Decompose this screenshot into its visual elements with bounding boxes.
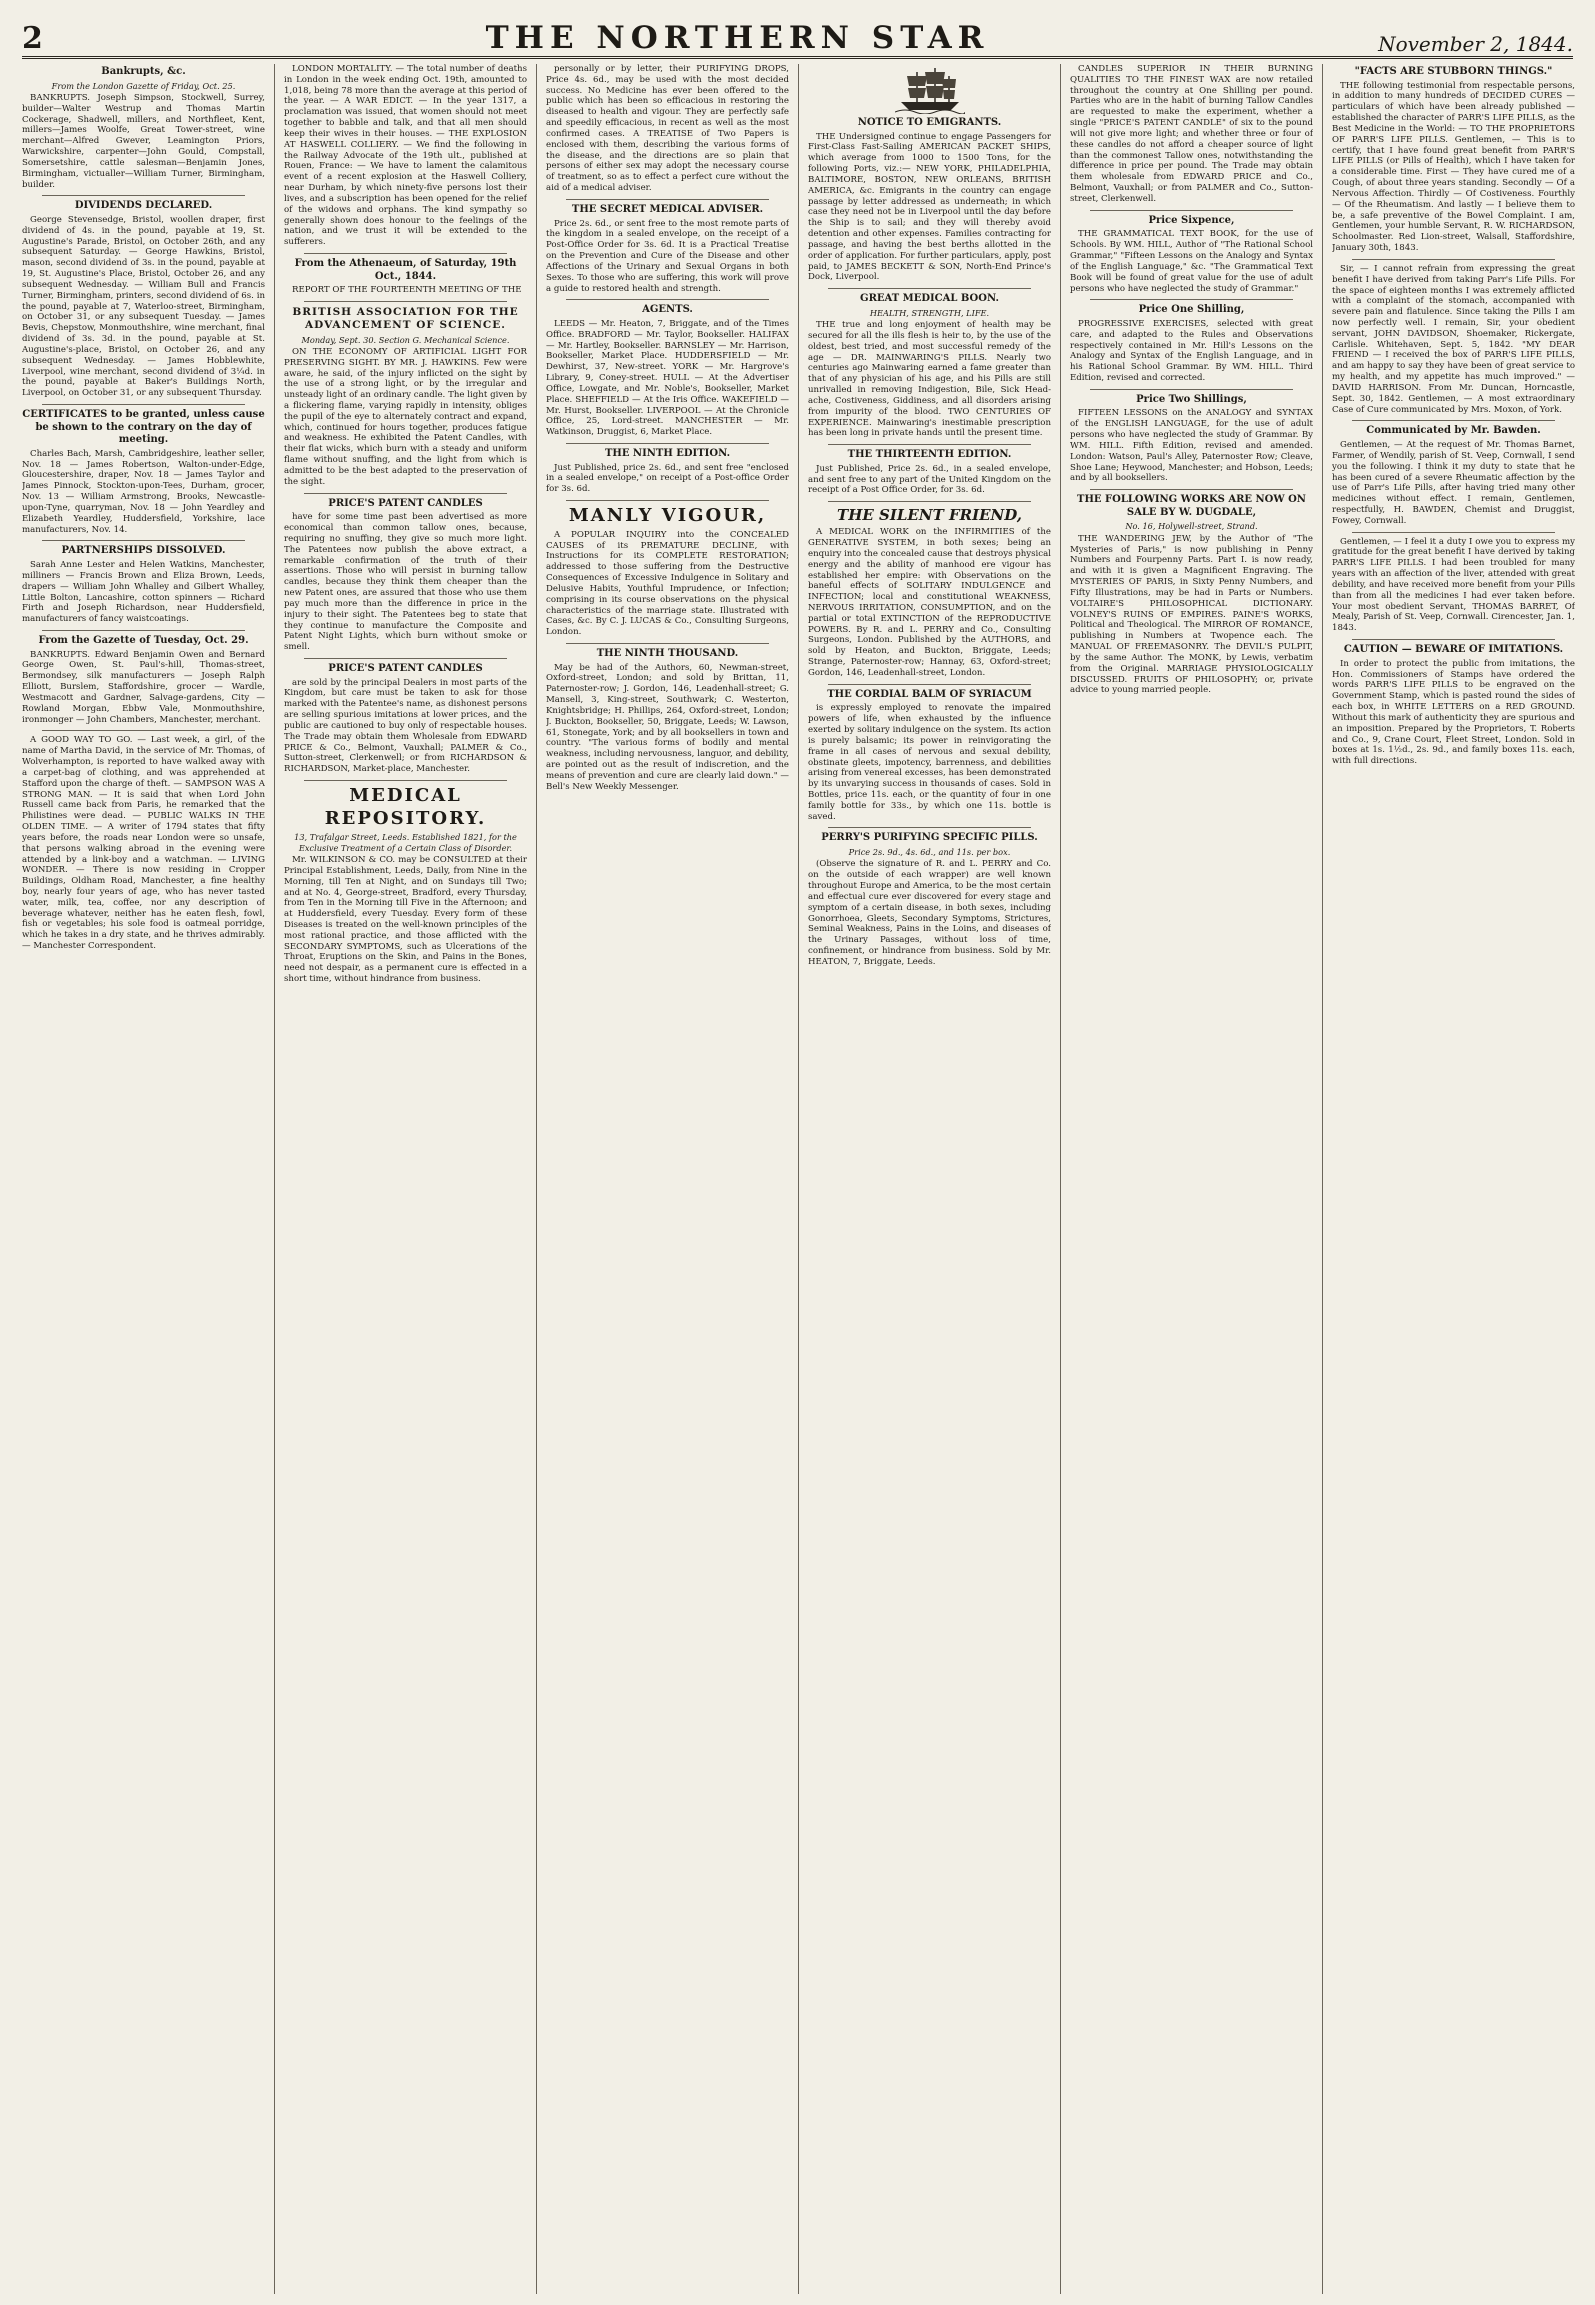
column-rule bbox=[1060, 64, 1061, 2294]
column-2 bbox=[284, 64, 527, 2294]
column-5 bbox=[1070, 64, 1313, 2294]
article bbox=[808, 66, 1051, 283]
divider bbox=[304, 658, 507, 659]
article-body: Gentlemen, — At the request of Mr. Thomas Barnet, Farmer, of Wendily, parish of St. Veep, Cornwall, I send you the following. I think it my duty to state that he has been cured of a severe Rheumatic affection by the use of Parr's Life Pills, after having tried many other medicines without effect. I remain, Gentlemen, respectfully, H. BAWDEN, Chemist and Druggist, Fowey, Cornwall. bbox=[1332, 440, 1575, 526]
divider bbox=[42, 630, 245, 631]
article-heading: THE SILENT FRIEND, bbox=[837, 506, 1022, 525]
article bbox=[808, 689, 1051, 823]
article-heading: THE CORDIAL BALM OF SYRIACUM bbox=[827, 688, 1032, 700]
divider bbox=[566, 199, 769, 200]
issue-date: November 2, 1844. bbox=[1378, 32, 1573, 56]
article-heading: CERTIFICATES to be granted, unless cause be shown to the contrary on the day of meeting. bbox=[22, 409, 265, 446]
column-4 bbox=[808, 64, 1051, 2294]
article bbox=[1332, 644, 1575, 767]
divider bbox=[1352, 639, 1555, 640]
newspaper-title: THE NORTHERN STAR bbox=[485, 20, 990, 56]
article-body: May be had of the Authors, 60, Newman-street, Oxford-street, London; and sold by Brittan, 11, Paternoster-row; J. Gordon, 146, Leadenhall-street; G. Mansell, 3, King-street, Southwark; C. Westerton, Knightsbridge; H. Phillips, 264, Oxford-street, London; J. Buckton, Bookseller, 50, Briggate, Leeds; W. Lawson, 61, Stonegate, York; and by all booksellers in town and country. "The various forms of bodily and mental weakness, including nervousness, languor, and debility, are pointed out as the result of indiscretion, and the means of prevention and cure are clearly laid down." — Bell's New Weekly Messenger. bbox=[546, 662, 789, 792]
article-body: BANKRUPTS. Joseph Simpson, Stockwell, Surrey, builder—Walter Westrup and Thomas Martin Cockerage, Shadwell, millers, and Northfleet, Kent, millers—James Woolfe, Great Tower-street, wine merchant—Alfred Gwever, Leamington Priors, Warwickshire, carpenter—John Gould, Compstall, Somersetshire, cattle salesman—Benjamin Jones, Birmingham, victualler—William Turner, Birmingham, builder. bbox=[22, 92, 265, 190]
article-subheading: HEALTH, STRENGTH, LIFE. bbox=[869, 307, 990, 318]
article-body: Gentlemen, — I feel it a duty I owe you to express my gratitude for the great benefit I have derived by taking PARR'S LIFE PILLS. I had been troubled for many years with an affection of the liver, attended with great debility, and have received more benefit from your Pills than from all the medicines I had ever taken before. Your most obedient Servant, THOMAS BARRET, Of Mealy, Parish of St. Veep, Cornwall. Cirencester, Jan. 1, 1843. bbox=[1332, 536, 1575, 634]
divider bbox=[42, 730, 245, 731]
article-subheading: From the London Gazette of Friday, Oct. 25. bbox=[51, 80, 236, 91]
divider bbox=[1352, 259, 1555, 260]
article-heading: Price Sixpence, bbox=[1148, 214, 1235, 226]
divider bbox=[1090, 210, 1293, 211]
divider bbox=[1090, 389, 1293, 390]
article bbox=[808, 293, 1051, 439]
column-6 bbox=[1332, 64, 1575, 2294]
article bbox=[546, 64, 789, 194]
article-body: A MEDICAL WORK on the INFIRMITIES of the GENERATIVE SYSTEM, in both sexes; being an enquiry into the concealed cause that destroys physical energy and the ability of manhood ere vigour has established her empire: with Observations on the baneful effects of SOLITARY INDULGENCE and INFECTION; local and constitutional WEAKNESS, NERVOUS IRRITATION, CONSUMPTION, and on the partial or total EXTINCTION of the REPRODUCTIVE POWERS. By R. and L. PERRY and Co., Consulting Surgeons, London. Published by the AUTHORS, and sold by Heaton, and Buckton, Briggate, Leeds; Strange, Paternoster-row; Hannay, 63, Oxford-street; Gordon, 146, Leadenhall-street, London. bbox=[808, 527, 1051, 678]
column-rule bbox=[274, 64, 275, 2294]
article bbox=[1332, 264, 1575, 416]
article bbox=[22, 735, 265, 952]
article-heading: THE FOLLOWING WORKS ARE NOW ON SALE BY W. DUGDALE, bbox=[1077, 494, 1306, 518]
divider bbox=[1352, 532, 1555, 533]
article-body: Mr. WILKINSON & CO. may be CONSULTED at their Principal Establishment, Leeds, Daily, from Nine in the Morning, till Ten at Night, and on Sundays till Two; and at No. 4, George-street, Bradford, every Thursday, from Ten in the Morning till Five in the Afternoon; and at Huddersfield, every Tuesday. Every form of these Diseases is treated on the well-known principles of the most rational practice, and those afflicted with the SECONDARY SYMPTOMS, such as Ulcerations of the Throat, Eruptions on the Skin, and Pains in the Bones, need not despair, as a permanent cure is effected in a short time, without hindrance from business. bbox=[284, 855, 527, 985]
article bbox=[546, 304, 789, 438]
article-body: Just Published, price 2s. 6d., and sent free "enclosed in a sealed envelope," on receipt of a Post-office Order for 3s. 6d. bbox=[546, 462, 789, 495]
article-body: THE Undersigned continue to engage Passengers for First-Class Fast-Sailing AMERICAN PACKET SHIPS, which average from 1000 to 1500 Tons, for the following Ports, viz.:— NEW YORK, PHILADELPHIA, BALTIMORE, BOSTON, NEW ORLEANS, BRITISH AMERICA, &c. Emigrants in the country can engage passage by letter addressed as underneath; in which case they need not be in Liverpool until the day before the Ship is to sail; and they will thereby avoid detention and other expenses. Families contracting for passage, and having the best berths allotted in the order of application. For further particulars, apply, post paid, to JAMES BECKETT & SON, North-End Prince's Dock, Liverpool. bbox=[808, 131, 1051, 283]
article-heading: PARTNERSHIPS DISSOLVED. bbox=[61, 545, 226, 557]
article bbox=[1070, 304, 1313, 384]
article bbox=[22, 635, 265, 725]
divider bbox=[304, 493, 507, 494]
divider bbox=[304, 253, 507, 254]
column-1 bbox=[22, 64, 265, 2294]
article-body: THE WANDERING JEW, by the Author of "The Mysteries of Paris," is now publishing in Penny Numbers and Fourpenny Parts. Part I. is now ready, and with it is given a Magnificent Engraving. The MYSTERIES OF PARIS, in Sixty Penny Numbers, and Fifty Illustrations, may be had in Parts or Numbers. VOLTAIRE'S PHILOSOPHICAL DICTIONARY. VOLNEY'S RUINS OF EMPIRES. PAINE'S WORKS, Political and Theological. The MIRROR OF ROMANCE, publishing in Numbers at Twopence each. The MANUAL OF FREEMASONRY. The DEVIL'S PULPIT, by the same Author. The MONK, by Lewis, verbatim from the Original. MARRIAGE PHYSIOLOGICALLY DISCUSSED. FRUITS OF PHILOSOPHY; or, private advice to young married people. bbox=[1070, 533, 1313, 696]
article-heading: Bankrupts, &c. bbox=[101, 66, 186, 77]
article-heading: CAUTION — BEWARE OF IMITATIONS. bbox=[1343, 644, 1564, 656]
column-rule bbox=[1322, 64, 1323, 2294]
divider bbox=[828, 827, 1031, 828]
article-heading: AGENTS. bbox=[642, 304, 693, 316]
article-subheading: No. 16, Holywell-street, Strand. bbox=[1125, 521, 1258, 532]
article bbox=[22, 66, 265, 190]
article bbox=[1332, 66, 1575, 254]
article-body: Price 2s. 6d., or sent free to the most remote parts of the kingdom in a sealed envelope, on the receipt of a Post-Office Order for 3s. 6d. It is a Practical Treatise on the Prevention and Cure of the Disease and other Affections of the Urinary and Sexual Organs in both Sexes. To those who are suffering, this work will prove a guide to restored health and strength. bbox=[546, 218, 789, 294]
article bbox=[284, 64, 527, 248]
article-heading: MEDICAL REPOSITORY. bbox=[324, 785, 487, 829]
divider bbox=[566, 443, 769, 444]
article-heading: Price Two Shillings, bbox=[1136, 393, 1247, 405]
article-heading: PRICE'S PATENT CANDLES bbox=[328, 497, 483, 509]
article-heading: Price One Shilling, bbox=[1138, 304, 1245, 316]
article bbox=[22, 545, 265, 625]
article bbox=[284, 258, 527, 296]
article-body: CANDLES SUPERIOR IN THEIR BURNING QUALITIES TO THE FINEST WAX are now retailed throughout the country at One Shilling per pound. Parties who are in the habit of burning Tallow Candles are requested to make the experiment, whether a single "PRICE'S PATENT CANDLE" of six to the pound will not give more light; and whether three or four of these candles do not afford a cheaper source of light than the commonest Tallow ones, notwithstanding the difference in price per pound. The Trade may obtain them wholesale from EDWARD PRICE and Co., Belmont, Vauxhall; or from PALMER and Co., Sutton-street, Clerkenwell. bbox=[1070, 64, 1313, 204]
divider bbox=[1352, 420, 1555, 421]
divider bbox=[828, 684, 1031, 685]
article-heading: BRITISH ASSOCIATION FOR THE ADVANCEMENT OF SCIENCE. bbox=[292, 306, 519, 332]
article-body: Charles Bach, Marsh, Cambridgeshire, leather seller, Nov. 18 — James Robertson, Walton-under-Edge, Gloucestershire, draper, Nov. 18 — James Taylor and James Pinnock, Stockton-upon-Tees, Durham, grocer, Nov. 13 — William Armstrong, Brooks, Newcastle-upon-Tyne, quarryman, Nov. 18 — John Yeardley and Elizabeth Yeardley, Huddersfield, Yorkshire, lace manufacturers, Nov. 14. bbox=[22, 448, 265, 535]
article-body: Sir, — I cannot refrain from expressing the great benefit I have derived from taking Parr's Life Pills. For the space of eighteen months I was extremely afflicted with a complaint of the stomach, accompanied with severe pain and flatulence. Since taking the Pills I am now perfectly well. I remain, Sir, your obedient servant, JOHN DAVIDSON, Shoemaker, Rickergate, Carlisle. Whitehaven, Sept. 5, 1842. "MY DEAR FRIEND — I received the box of PARR'S LIFE PILLS, and am happy to say they have been of great service to my health, and my appetite has much improved." — DAVID HARRISON. From Mr. Duncan, Horncastle, Sept. 30, 1842. Gentlemen, — A most extraordinary Case of Cure communicated by Mrs. Moxon, of York. bbox=[1332, 263, 1575, 415]
article bbox=[284, 306, 527, 488]
article bbox=[808, 506, 1051, 678]
divider bbox=[828, 501, 1031, 502]
article-body: FIFTEEN LESSONS on the ANALOGY and SYNTAX of the ENGLISH LANGUAGE, for the use of adult persons who have neglected the study of Grammar. By WM. HILL. Fifth Edition, revised and amended. London: Watson, Paul's Alley, Paternoster Row; Cleave, Shoe Lane; Heywood, Manchester; and Hobson, Leeds; and by all booksellers. bbox=[1070, 408, 1313, 484]
divider bbox=[1090, 299, 1293, 300]
article-body: ON THE ECONOMY OF ARTIFICIAL LIGHT FOR PRESERVING SIGHT. BY MR. J. HAWKINS. Few were aware, he said, of the injury inflicted on the sight by the use of a strong light, or by the irregular and unsteady light of an ordinary candle. The light given by a flickering flame, varying rapidly in intensity, obliges the pupil of the eye to alternately contract and expand, which, continued for hours together, produces fatigue and weakness. He exhibited the Patent Candles, with their flat wicks, which burn with a steady and uniform flame without snuffing, and the light from which is admitted to be the best adapted to the preservation of the sight. bbox=[284, 346, 527, 487]
masthead bbox=[22, 14, 1573, 59]
divider bbox=[304, 780, 507, 781]
article-heading: PRICE'S PATENT CANDLES bbox=[328, 662, 483, 674]
article bbox=[1070, 494, 1313, 696]
article-body: LONDON MORTALITY. — The total number of deaths in London in the week ending Oct. 19th, amounted to 1,018, being 78 more than the average at this period of the year. — A WAR EDICT. — In the year 1317, a proclamation was issued, that women should not meet together to babble and talk, and that all men should keep their wives in their houses. — THE EXPLOSION AT HASWELL COLLIERY. — We find the following in the Railway Advocate of the 19th ult., published at Rouen, France: — We have to lament the calamitous event of a recent explosion at the Haswell Colliery, near Durham, by which ninety-five persons lost their lives, and a subscription has been opened for the relief of the widows and orphans. The kind sympathy so generally shown does honour to the feelings of the nation, and we trust it will be extended to the sufferers. bbox=[284, 64, 527, 248]
article-body: In order to protect the public from imitations, the Hon. Commissioners of Stamps have ordered the words PARR'S LIFE PILLS to be engraved on the Government Stamp, which is pasted round the sides of each box, in WHITE LETTERS on a RED GROUND. Without this mark of authenticity they are spurious and an imposition. Prepared by the Proprietors, T. Roberts and Co., 9, Crane Court, Fleet Street, London. Sold in boxes at 1s. 1½d., 2s. 9d., and family boxes 11s. each, with full directions. bbox=[1332, 658, 1575, 767]
divider bbox=[828, 444, 1031, 445]
article-body: George Stevensedge, Bristol, woollen draper, first dividend of 4s. in the pound, payable at 19, St. Augustine's Parade, Bristol, on October 26th, and any subsequent Saturday. — George Hawkins, Bristol, mason, second dividend of 3s. in the pound, payable at 19, St. Augustine's Place, Bristol, October 26, and any subsequent Wednesday. — William Bull and Francis Turner, Birmingham, printers, second dividend of 6s. in the pound, payable at 7, Waterloo-street, Birmingham, on October 31, or any subsequent Tuesday. — James Bevis, Chepstow, Monmouthshire, wine merchant, final dividend of 3s. 3d. in the pound, payable at St. Augustine's-place, Bristol, on October 26, and any subsequent Wednesday. — James Hobblewhite, Liverpool, wine merchant, second dividend of 3¼d. in the pound, payable at Baker's Buildings North, Liverpool, on October 31, or any subsequent Thursday. bbox=[22, 214, 265, 399]
article-body: REPORT OF THE FOURTEENTH MEETING OF THE bbox=[292, 285, 522, 296]
article-heading: DIVIDENDS DECLARED. bbox=[74, 200, 213, 212]
article-body: THE true and long enjoyment of health may be secured for all the ills flesh is heir to, by the use of the oldest, best tried, and most successful remedy of the age — DR. MAINWARING'S PILLS. Nearly two centuries ago Mainwaring earned a fame greater than that of any physician of his age, and his Pills are still unrivalled in removing Indigestion, Bile, Sick Head-ache, Costiveness, Giddiness, and all disorders arising from impurity of the blood. TWO CENTURIES OF EXPERIENCE. Mainwaring's inestimable prescription has been long in private hands until the present time. bbox=[808, 320, 1051, 439]
divider bbox=[1090, 489, 1293, 490]
article-heading: THE SECRET MEDICAL ADVISER. bbox=[571, 203, 764, 215]
divider bbox=[566, 643, 769, 644]
article-body: have for some time past been advertised as more economical than common tallow ones, because, requiring no snuffing, they give so much more light. The Patentees now publish the above extract, a remarkable confirmation of the truth of their assertions. Those who will persist in burning tallow candles, because they think them cheaper than the new Patent ones, are assured that those who use them pay much more than the difference in price in the injury to their sight. The Patentees beg to state that they continue to manufacture the Composite and Patent Night Lights, which burn without smoke or smell. bbox=[284, 512, 527, 653]
article-body: A POPULAR INQUIRY into the CONCEALED CAUSES of its PREMATURE DECLINE, with Instructions for its COMPLETE RESTORATION; addressed to those suffering from the Destructive Consequences of Excessive Indulgence in Solitary and Delusive Habits, Youthful Imprudence, or Infection; comprising in its course observations on the physical characteristics of the marriage state. Illustrated with Cases, &c. By C. J. LUCAS & Co., Consulting Surgeons, London. bbox=[546, 529, 789, 638]
article-body: LEEDS — Mr. Heaton, 7, Briggate, and of the Times Office. BRADFORD — Mr. Taylor, Bookseller. HALIFAX — Mr. Hartley, Bookseller. BARNSLEY — Mr. Harrison, Bookseller, Market Place. HUDDERSFIELD — Mr. Dewhirst, 37, New-street. YORK — Mr. Hargrove's Library, 9, Coney-street. HULL — At the Advertiser Office, Lowgate, and Mr. Noble's, Bookseller, Market Place. SHEFFIELD — At the Iris Office. WAKEFIELD — Mr. Hurst, Bookseller. LIVERPOOL — At the Chronicle Office, 25, Lord-street. MANCHESTER — Mr. Watkinson, Druggist, 6, Market Place. bbox=[546, 318, 789, 438]
article-heading: THE NINTH EDITION. bbox=[604, 448, 731, 460]
sailing-ship-icon bbox=[895, 66, 965, 114]
article-heading: THE NINTH THOUSAND. bbox=[596, 648, 739, 660]
article-heading: NOTICE TO EMIGRANTS. bbox=[857, 117, 1002, 128]
article bbox=[546, 505, 789, 638]
divider bbox=[566, 299, 769, 300]
article-body: personally or by letter, their PURIFYING DROPS, Price 4s. 6d., may be used with the most decided success. No Medicine has ever been offered to the public which has been so efficacious in restoring the diseased to health and vigour. They are perfectly safe and speedily efficacious, in recent as well as the most confirmed cases. A TREATISE of Two Papers is enclosed with them, describing the various forms of the disease, and the directions are so plain that persons of either sex may adopt the necessary course of treatment, so as to effect a perfect cure without the aid of a medical adviser. bbox=[546, 64, 789, 194]
article bbox=[546, 448, 789, 495]
article-heading: PERRY'S PURIFYING SPECIFIC PILLS. bbox=[821, 832, 1038, 844]
article bbox=[284, 663, 527, 775]
article-body: BANKRUPTS. Edward Benjamin Owen and Bernard George Owen, St. Paul's-hill, Thomas-street, Bermondsey, silk manufacturers — Joseph Ralph Elliott, Burslem, Staffordshire, grocer — Wardle, Westmacott and Gardner, Salvage-gardens, City — Rowland Morgan, Ebbw Vale, Monmouthshire, ironmonger — John Chambers, Manchester, merchant. bbox=[22, 649, 265, 725]
divider bbox=[304, 301, 507, 302]
article-heading: From the Athenaeum, of Saturday, 19th Oct., 1844. bbox=[294, 258, 517, 282]
article-subheading: 13, Trafalgar Street, Leeds. Established 1821, for the Exclusive Treatment of a Certain Class of Disorder. bbox=[294, 832, 517, 853]
article-subheading: Monday, Sept. 30. Section G. Mechanical Science. bbox=[301, 334, 510, 345]
article-heading: "FACTS ARE STUBBORN THINGS." bbox=[1354, 66, 1553, 77]
article-heading: GREAT MEDICAL BOON. bbox=[860, 293, 999, 305]
article bbox=[546, 648, 789, 793]
article bbox=[1332, 537, 1575, 634]
article-heading: MANLY VIGOUR, bbox=[568, 505, 767, 527]
article bbox=[1070, 394, 1313, 484]
article-heading: From the Gazette of Tuesday, Oct. 29. bbox=[38, 635, 249, 647]
article bbox=[808, 832, 1051, 967]
article-body: (Observe the signature of R. and L. PERRY and Co. on the outside of each wrapper) are well known throughout Europe and America, to be the most certain and effectual cure ever discovered for every stage and symptom of a certain disease, in both sexes, including Gonorrhoea, Gleets, Secondary Symptoms, Strictures, Seminal Weakness, Pains in the Loins, and diseases of the Urinary Passages, without loss of time, confinement, or hindrance from business. Sold by Mr. HEATON, 7, Briggate, Leeds. bbox=[808, 859, 1051, 967]
divider bbox=[42, 404, 245, 405]
article-body: THE following testimonial from respectable persons, in addition to many hundreds of DECIDED CURES — particulars of which have been already published — established the character of PARR'S LIFE PILLS, as the Best Medicine in the World: — TO THE PROPRIETORS OF PARR'S LIFE PILLS. Gentlemen, — This is to certify, that I have found great benefit from PARR'S LIFE PILLS (or Pills of Health), which I have taken for a considerable time. First — They have cured me of a Cough, of about three years standing. Secondly — Of a Nervous Affection. Thirdly — Of Costiveness. Fourthly — Of the Rheumatism. And lastly — I believe them to be, a safe preventive of the Bowel Complaint. I am, Gentlemen, your humble Servant, R. W. RICHARDSON, Schoolmaster. Red Lion-street, Walsall, Staffordshire, January 30th, 1843. bbox=[1332, 80, 1575, 254]
page-number: 2 bbox=[22, 21, 43, 56]
article-heading: THE THIRTEENTH EDITION. bbox=[847, 449, 1012, 461]
article bbox=[284, 498, 527, 653]
article-body: PROGRESSIVE EXERCISES, selected with great care, and adapted to the Rules and Observations respectively contained in Mr. Hill's Lessons on the Analogy and Syntax of the English Language, and in his Rational School Grammar. By WM. HILL. Third Edition, revised and corrected. bbox=[1070, 318, 1313, 384]
article bbox=[1070, 64, 1313, 205]
article bbox=[1070, 215, 1313, 295]
article-body: Just Published, Price 2s. 6d., in a sealed envelope, and sent free to any part of the United Kingdom on the receipt of a Post Office Order, for 3s. 6d. bbox=[808, 463, 1051, 496]
article-body: Sarah Anne Lester and Helen Watkins, Manchester, milliners — Francis Brown and Eliza Brown, Leeds, drapers — William John Whalley and Gilbert Whalley, Little Bolton, Lancashire, cotton spinners — Richard Firth and Joseph Richardson, near Huddersfield, manufacturers of fancy waistcoatings. bbox=[22, 560, 265, 625]
divider bbox=[828, 288, 1031, 289]
article bbox=[22, 409, 265, 535]
article-body: are sold by the principal Dealers in most parts of the Kingdom, but care must be taken to ask for those marked with the Patentee's name, as dishonest persons are selling spurious imitations at lower prices, and the public are cautioned to buy only of respectable houses. The Trade may obtain them Wholesale from EDWARD PRICE & Co., Belmont, Vauxhall; PALMER & Co., Sutton-street, Clerkenwell; or from RICHARDSON & RICHARDSON, Market-place, Manchester. bbox=[284, 677, 527, 775]
article bbox=[808, 449, 1051, 496]
column-rule bbox=[536, 64, 537, 2294]
article bbox=[1332, 425, 1575, 526]
article-subheading: Price 2s. 9d., 4s. 6d., and 11s. per box. bbox=[848, 847, 1011, 858]
divider bbox=[566, 500, 769, 501]
article bbox=[546, 204, 789, 294]
column-3 bbox=[546, 64, 789, 2294]
article-body: A GOOD WAY TO GO. — Last week, a girl, of the name of Martha David, in the service of Mr. Thomas, of Wolverhampton, is reported to have walked away with a carpet-bag of clothing, and was apprehended at Stafford upon the charge of theft. — SAMPSON WAS A STRONG MAN. — It is said that when Lord John Russell came back from Paris, he remarked that the Philistines were dead. — PUBLIC WALKS IN THE OLDEN TIME. — A writer of 1794 states that fifty years before, the roads near London were so unsafe, that persons walking abroad in the evening were attended by a link-boy and a watchman. — LIVING WONDER. — There is now residing in Cropper Buildings, Oldham Road, Manchester, a fine healthy boy, nearly four years of age, who has never tasted water, milk, tea, coffee, nor any description of beverage whatever, neither has he eaten flesh, fowl, fish or vegetables; his sole food is oatmeal porridge, which he takes in a dry state, and he thrives admirably. — Manchester Correspondent. bbox=[22, 735, 265, 952]
article bbox=[22, 200, 265, 399]
column-rule bbox=[798, 64, 799, 2294]
article-body: is expressly employed to renovate the impaired powers of life, when exhausted by the influence exerted by solitary indulgence on the system. Its action is purely balsamic; its power in reinvigorating the frame in all cases of nervous and sexual debility, obstinate gleets, impotency, barrenness, and debilities arising from venereal excesses, has been demonstrated by its unvarying success in thousands of cases. Sold in Bottles, price 11s. each, or the quantity of four in one family bottle for 33s., by which one 11s. bottle is saved. bbox=[808, 703, 1051, 822]
article bbox=[284, 785, 527, 985]
article-heading: Communicated by Mr. Bawden. bbox=[1366, 425, 1541, 437]
divider bbox=[42, 195, 245, 196]
divider bbox=[42, 540, 245, 541]
article-body: THE GRAMMATICAL TEXT BOOK, for the use of Schools. By WM. HILL, Author of "The Rational School Grammar," "Fifteen Lessons on the Analogy and Syntax of the English Language," &c. "The Grammatical Text Book will be found of great value for the use of adult persons who have neglected the study of Grammar." bbox=[1070, 229, 1313, 294]
